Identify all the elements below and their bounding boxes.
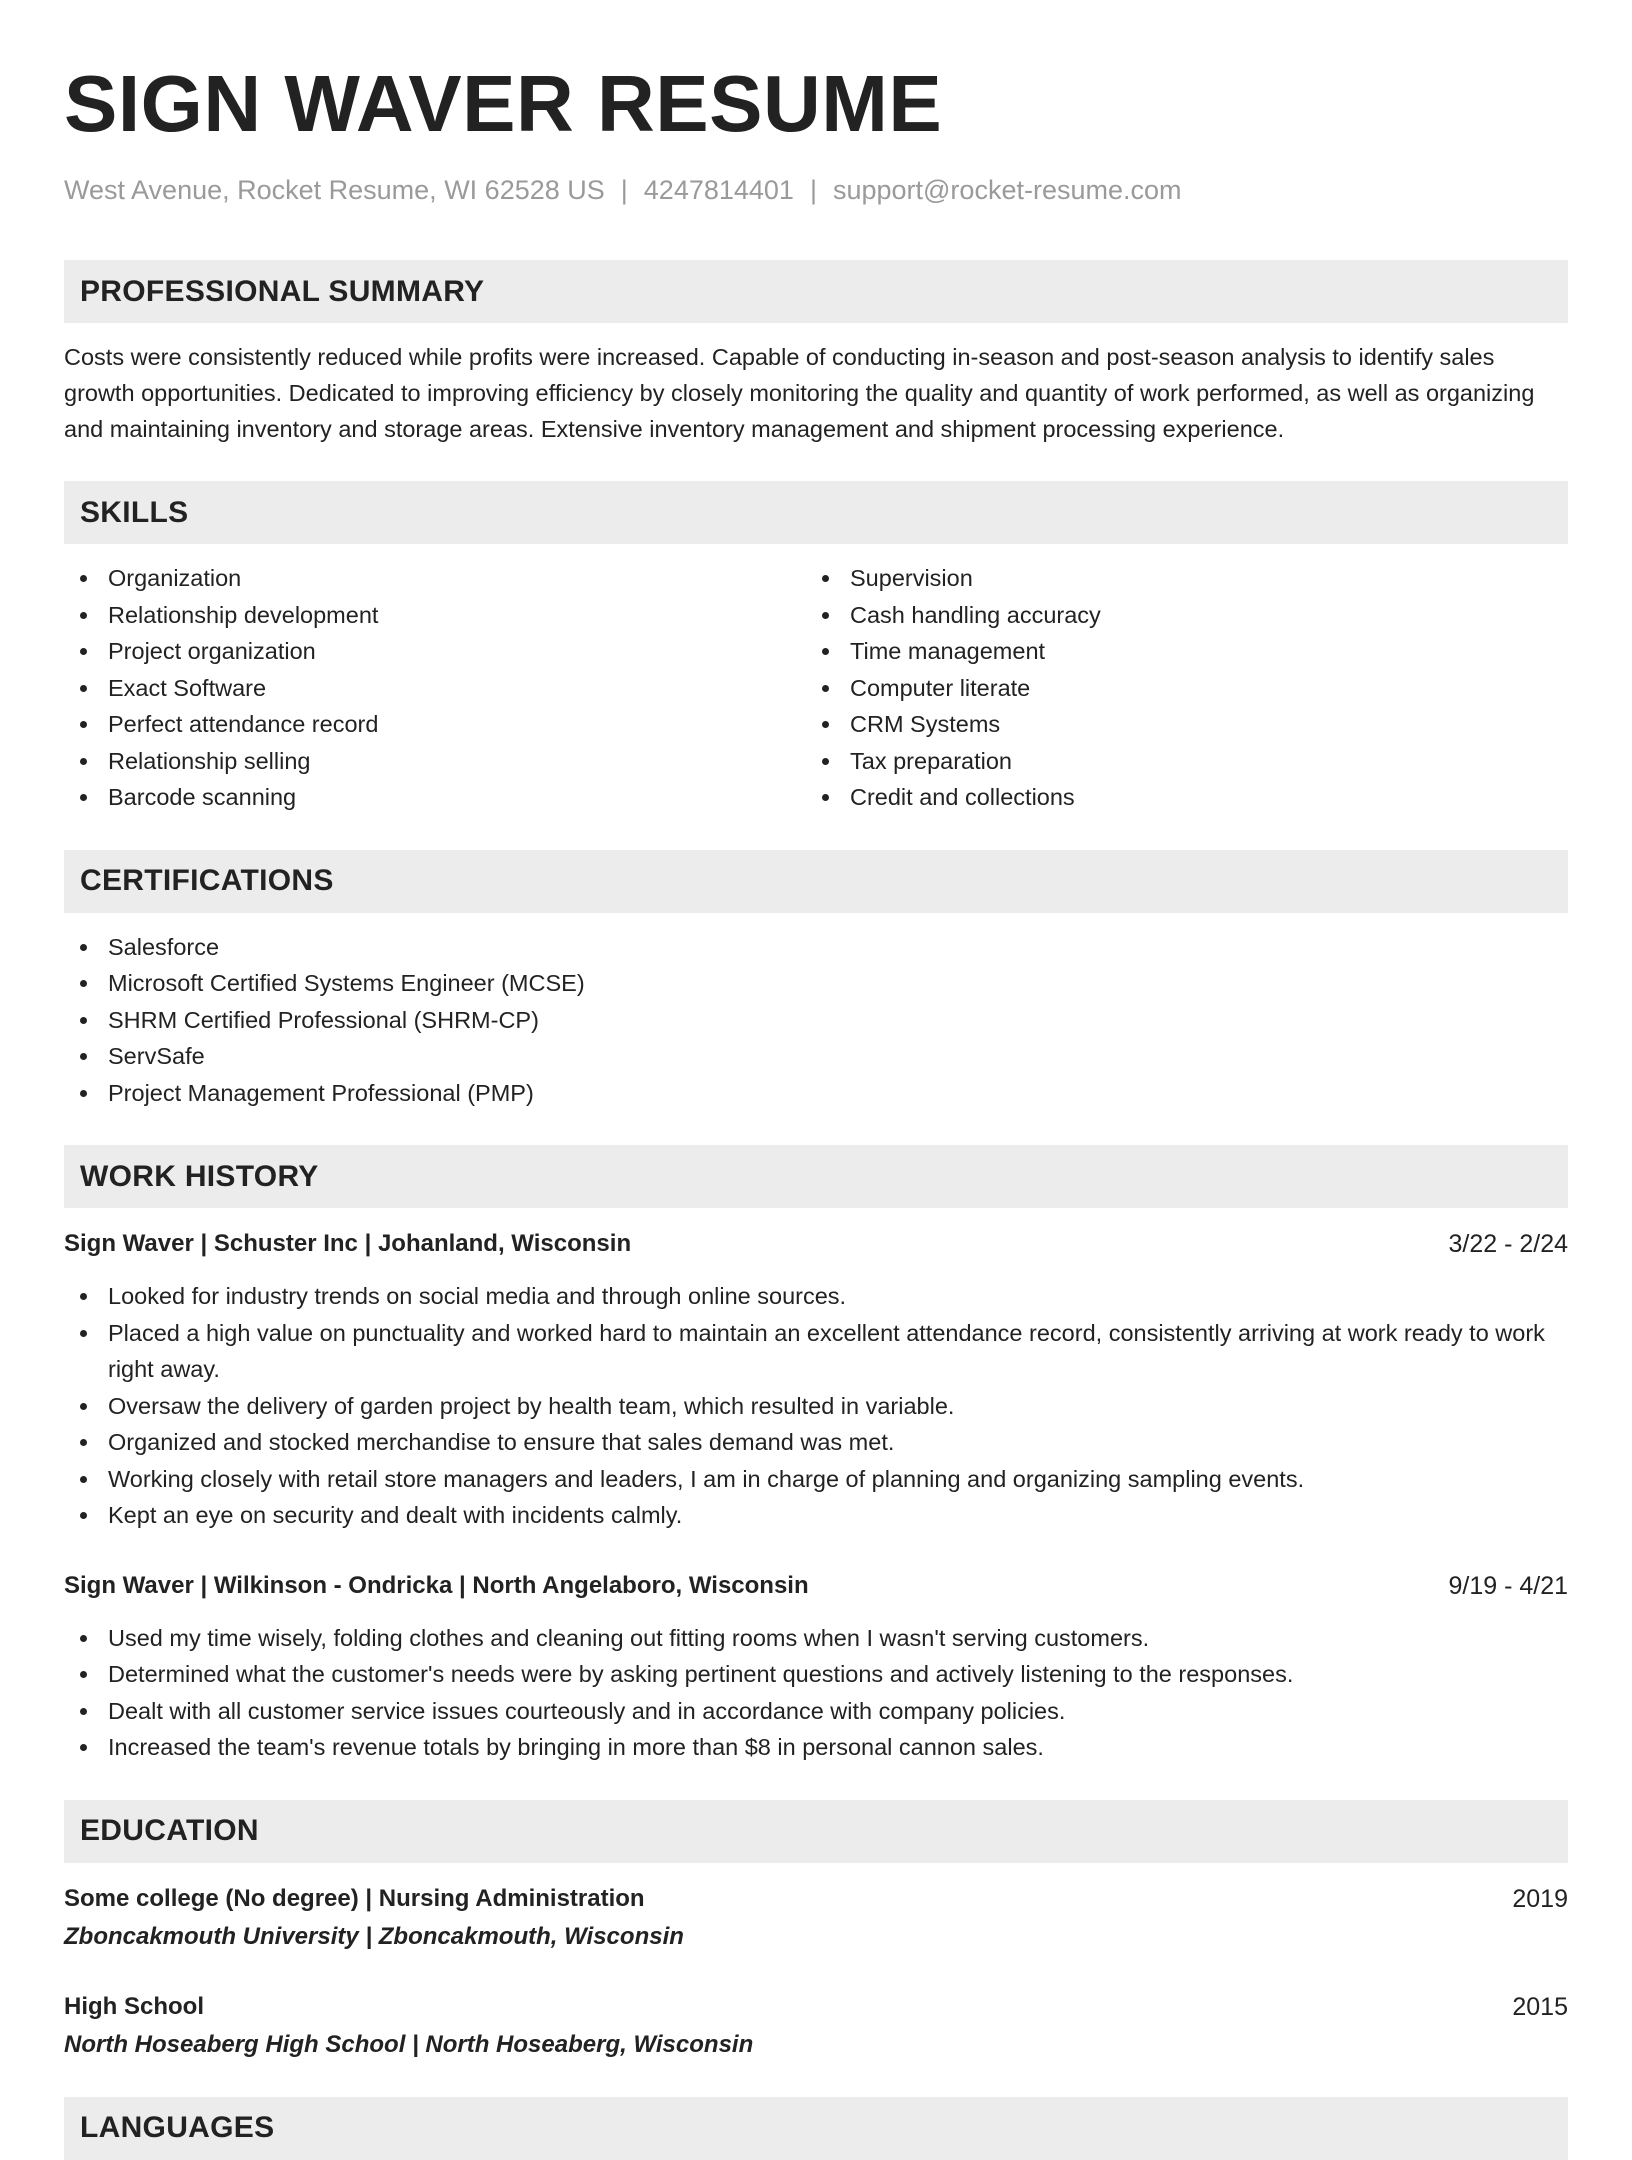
- education-section-header: [64, 1800, 1568, 1863]
- skills-column-right: [806, 560, 1548, 816]
- contact-separator: |: [620, 175, 628, 205]
- skills-column-left: [64, 560, 806, 816]
- job-bullet: Oversaw the delivery of garden project by health team, which resulted in variable.: [64, 1388, 1568, 1425]
- education-school: Zboncakmouth University | Zboncakmouth, Wisconsin: [64, 1922, 684, 1950]
- skill-item: Cash handling accuracy: [806, 597, 1548, 634]
- skills-section-title: SKILLS: [80, 495, 189, 529]
- work-history-section-header: [64, 1145, 1568, 1208]
- job-dates: 9/19 - 4/21: [1448, 1571, 1568, 1600]
- certification-item: ServSafe: [64, 1038, 1568, 1075]
- job-bullet: Placed a high value on punctuality and worked hard to maintain an excellent attendance record, consistently arriving at work ready to work right away.: [64, 1315, 1568, 1388]
- contact-line: [64, 172, 1568, 208]
- education-year: 2015: [1512, 1992, 1568, 2021]
- certification-item: Salesforce: [64, 929, 1568, 966]
- skill-item: CRM Systems: [806, 706, 1548, 743]
- contact-separator: |: [809, 175, 817, 205]
- languages-section-title: LANGUAGES: [80, 2111, 275, 2144]
- skills-list: [64, 560, 1568, 816]
- job-bullet: Determined what the customer's needs were by asking pertinent questions and actively listening to the responses.: [64, 1656, 1568, 1693]
- summary-text: Costs were consistently reduced while profits were increased. Capable of conducting in-season and post-season analysis to identify sales growth opportunities. Dedicated to improving efficiency by closely monitoring the quality and quantity of work performed, as well as organizing and maintaining inventory and storage areas. Extensive inventory management and shipment processing experience.: [64, 344, 1535, 442]
- job-entry: [64, 1226, 1568, 1534]
- skill-item: Project organization: [64, 633, 806, 670]
- education-section-title: EDUCATION: [80, 1814, 259, 1847]
- job-bullets: [64, 1278, 1568, 1534]
- job-header: [64, 1568, 1568, 1604]
- certifications-section-header: [64, 850, 1568, 913]
- job-bullet: Looked for industry trends on social media and through online sources.: [64, 1278, 1568, 1315]
- contact-email: support@rocket-resume.com: [832, 175, 1182, 205]
- skill-item: Credit and collections: [806, 779, 1548, 816]
- job-bullet: Dealt with all customer service issues courteously and in accordance with company policies.: [64, 1693, 1568, 1730]
- skill-item: Relationship selling: [64, 743, 806, 780]
- summary-section-title: PROFESSIONAL SUMMARY: [80, 274, 485, 308]
- skill-item: Perfect attendance record: [64, 706, 806, 743]
- work-history-section-title: WORK HISTORY: [80, 1159, 319, 1193]
- certification-item: Microsoft Certified Systems Engineer (MCSE): [64, 965, 1568, 1002]
- certifications-section-title: CERTIFICATIONS: [80, 864, 334, 897]
- education-header: [64, 1989, 1568, 2025]
- job-title: Sign Waver | Wilkinson - Ondricka | North Angelaboro, Wisconsin: [64, 1571, 809, 1599]
- summary-section-header: [64, 260, 1568, 323]
- education-degree: High School: [64, 1992, 204, 2020]
- certification-item: Project Management Professional (PMP): [64, 1075, 1568, 1112]
- job-bullets: [64, 1620, 1568, 1766]
- skill-item: Tax preparation: [806, 743, 1548, 780]
- languages-section-header: [64, 2097, 1568, 2160]
- education-degree: Some college (No degree) | Nursing Administration: [64, 1884, 645, 1912]
- skill-item: Relationship development: [64, 597, 806, 634]
- skills-section-header: [64, 481, 1568, 544]
- education-year: 2019: [1512, 1884, 1568, 1913]
- job-bullet: Used my time wisely, folding clothes and cleaning out fitting rooms when I wasn't serving customers.: [64, 1620, 1568, 1657]
- certification-item: SHRM Certified Professional (SHRM-CP): [64, 1002, 1568, 1039]
- skill-item: Organization: [64, 560, 806, 597]
- contact-address: West Avenue, Rocket Resume, WI 62528 US: [64, 175, 605, 205]
- job-bullet: Organized and stocked merchandise to ensure that sales demand was met.: [64, 1424, 1568, 1461]
- education-header: [64, 1881, 1568, 1917]
- job-bullet: Kept an eye on security and dealt with incidents calmly.: [64, 1497, 1568, 1534]
- job-entry: [64, 1568, 1568, 1766]
- job-bullet: Increased the team's revenue totals by bringing in more than $8 in personal cannon sales.: [64, 1729, 1568, 1766]
- job-bullet: Working closely with retail store managers and leaders, I am in charge of planning and organizing sampling events.: [64, 1461, 1568, 1498]
- skill-item: Exact Software: [64, 670, 806, 707]
- skill-item: Barcode scanning: [64, 779, 806, 816]
- certifications-list: [64, 929, 1568, 1112]
- job-dates: 3/22 - 2/24: [1448, 1230, 1568, 1258]
- skill-item: Supervision: [806, 560, 1548, 597]
- contact-phone: 4247814401: [643, 175, 794, 205]
- job-title: Sign Waver | Schuster Inc | Johanland, Wisconsin: [64, 1230, 632, 1257]
- skill-item: Computer literate: [806, 670, 1548, 707]
- education-entry: [64, 1989, 1568, 2063]
- resume-title: SIGN WAVER RESUME: [64, 59, 943, 148]
- education-school: North Hoseaberg High School | North Hoseaberg, Wisconsin: [64, 2030, 754, 2058]
- education-entry: [64, 1881, 1568, 1955]
- skill-item: Time management: [806, 633, 1548, 670]
- job-header: [64, 1226, 1568, 1262]
